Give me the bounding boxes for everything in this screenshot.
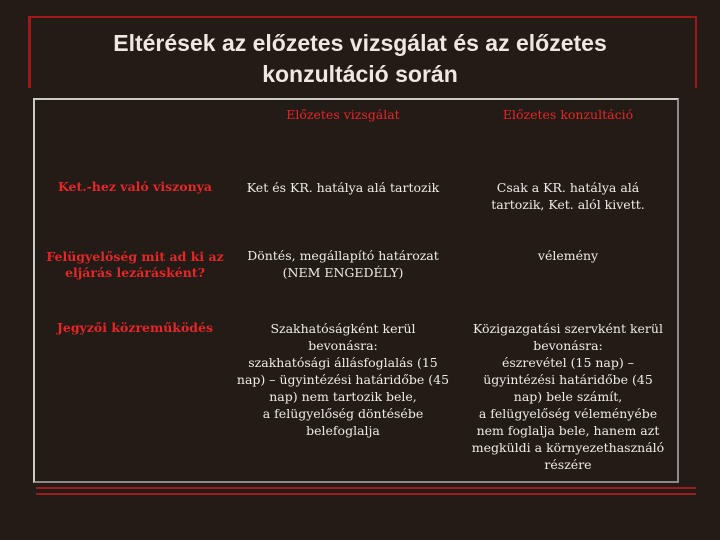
text-line: ügyintézési határidőbe (45 (483, 372, 653, 387)
text-line: (NEM ENGEDÉLY) (282, 265, 404, 280)
title-line-2: konzultáció során (262, 61, 458, 87)
text-line: nap) nem tartozik bele, (269, 389, 417, 404)
text-line: tartozik, Ket. alól kivett. (491, 197, 645, 212)
text-line: eljárás lezárásként? (65, 265, 205, 280)
row-label-jegyzoi: Jegyzői közreműködés (56, 320, 214, 335)
bottom-rule-2 (36, 493, 696, 495)
text-line: a felügyelőség döntésébe (262, 406, 424, 421)
row-label-felugyeloseg (45, 249, 225, 281)
text-line: észrevétel (15 nap) – (502, 355, 634, 370)
cell-vizsgalat-hatarozat (231, 247, 455, 281)
text-line: nap) bele számít, (513, 389, 623, 404)
bottom-rule-1 (36, 487, 696, 489)
text-line: megküldi a környezethasználó (471, 440, 665, 455)
cell-vizsgalat-jegyzoi (231, 320, 455, 439)
page-title (40, 28, 680, 90)
header-elozetes-konzultacio: Előzetes konzultáció (502, 107, 634, 122)
title-line-1: Eltérések az előzetes vizsgálat és az előzetes (113, 30, 607, 56)
cell-vizsgalat-ket (231, 179, 455, 196)
text-line: a felügyelőség véleményébe (478, 406, 658, 421)
text-line: Csak a KR. hatálya alá (496, 180, 640, 195)
text-line: Döntés, megállapító határozat (247, 248, 439, 263)
text-line: bevonásra: (308, 338, 378, 353)
cell-konzultacio-ket (467, 179, 669, 213)
text-line: Közigazgatási szervként kerül (473, 321, 663, 336)
text-line: részére (544, 457, 592, 472)
cell-konzultacio-velemeny (467, 247, 669, 264)
text-line: belefoglalja (306, 423, 380, 438)
comparison-table (33, 98, 679, 483)
row-label-ket-viszony: Ket.-hez való viszonya (57, 179, 213, 194)
text-line: Felügyelőség mit ad ki az (46, 249, 224, 264)
text-line: nem foglalja bele, hanem azt (476, 423, 660, 438)
header-elozetes-vizsgalat: Előzetes vizsgálat (286, 107, 400, 122)
text-line: nap) – ügyintézési határidőbe (45 (236, 372, 450, 387)
cell-konzultacio-jegyzoi (467, 320, 669, 473)
text-line: bevonásra: (533, 338, 603, 353)
text-line: szakhatósági állásfoglalás (15 (248, 355, 438, 370)
text-line: vélemény (537, 248, 599, 263)
text-line: Szakhatóságként kerül (270, 321, 416, 336)
text-line: Ket és KR. hatálya alá tartozik (246, 180, 440, 195)
